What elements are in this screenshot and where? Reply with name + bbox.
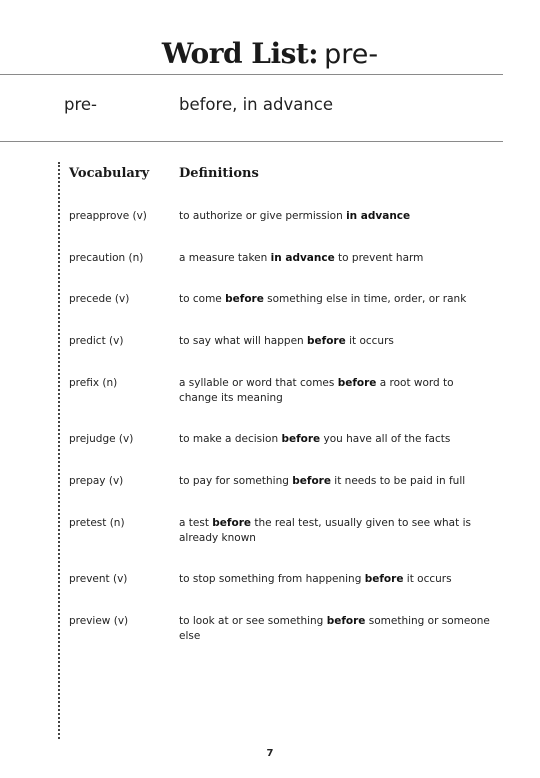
page-title: [0, 34, 540, 74]
vocab-definition: to make a decision before you have all of the facts: [179, 433, 451, 445]
vocab-definition: to look at or see something before something or someone else: [179, 615, 490, 642]
page-number: 7: [266, 748, 274, 759]
vocab-word: precede (v): [69, 293, 130, 305]
vocab-definition: a test before the real test, usually given to see what is already known: [179, 517, 471, 544]
vocab-definition: to come before something else in time, order, or rank: [179, 293, 467, 305]
vocab-word: preapprove (v): [69, 210, 147, 222]
root-prefix: pre-: [64, 95, 97, 114]
vocab-definition: a measure taken in advance to prevent harm: [179, 252, 424, 264]
vocab-definition: to authorize or give permission in advance: [179, 210, 411, 222]
vocab-word: precaution (n): [69, 252, 144, 264]
dotted-margin-line: [58, 162, 60, 739]
vocab-definition: to say what will happen before it occurs: [179, 335, 394, 347]
vocab-definition: to pay for something before it needs to be paid in full: [179, 475, 466, 487]
vocab-word: prejudge (v): [69, 433, 134, 445]
vocab-word: preview (v): [69, 615, 129, 627]
root-meaning-row: [0, 95, 540, 119]
page-title-root: pre-: [324, 39, 379, 70]
page-title-bold: Word List:: [161, 37, 319, 70]
vocab-definition: a syllable or word that comes before a root word to change its meaning: [179, 377, 454, 404]
definitions-column-header: Definitions: [179, 166, 259, 181]
vocab-word: prevent (v): [69, 573, 128, 585]
vocab-word: prefix (n): [69, 377, 118, 389]
vocab-word: predict (v): [69, 335, 124, 347]
vocab-word: prepay (v): [69, 475, 124, 487]
bottom-divider: [0, 141, 503, 142]
vocabulary-column-header: Vocabulary: [69, 166, 150, 181]
vocab-word: pretest (n): [69, 517, 125, 529]
vocab-definition: to stop something from happening before it occurs: [179, 573, 452, 585]
root-meaning: before, in advance: [179, 95, 334, 114]
top-divider: [0, 74, 503, 75]
